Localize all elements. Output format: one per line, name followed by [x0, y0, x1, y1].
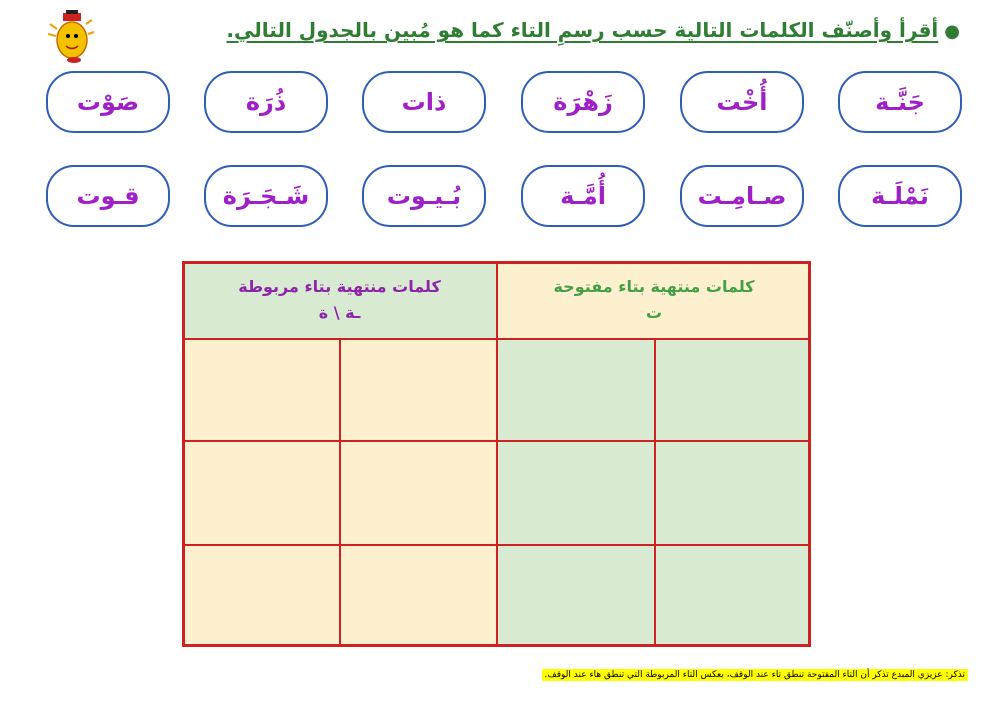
reminder-note: تذكر: عزيزي المبدع تذكر أن التاء المفتوحة تنطق تاء عند الوقف، بعكس التاء المربوطة التي تنطق هاء عند الوقف.	[542, 669, 968, 681]
tied-taa-header	[182, 261, 497, 339]
tied-taa-drop-cell[interactable]	[182, 339, 340, 441]
open-taa-letter: ت	[645, 303, 663, 322]
open-taa-header	[497, 261, 811, 339]
tied-taa-drop-cell[interactable]	[340, 441, 497, 545]
word-card[interactable]: ذات	[362, 71, 486, 133]
table-divider	[339, 339, 341, 647]
tied-taa-drop-cell[interactable]	[340, 545, 497, 647]
tied-taa-letter: ـة \ ة	[318, 303, 361, 322]
classification-table	[182, 261, 811, 647]
open-taa-drop-cell[interactable]	[655, 441, 811, 545]
word-card[interactable]: شَـجَـرَة	[204, 165, 328, 227]
lamp-mascot-logo	[44, 8, 96, 64]
open-taa-drop-cell[interactable]	[655, 545, 811, 647]
word-card[interactable]: زَهْرَة	[521, 71, 645, 133]
open-taa-drop-cell[interactable]	[497, 441, 655, 545]
open-taa-drop-cell[interactable]	[655, 339, 811, 441]
table-divider	[654, 339, 656, 647]
word-card[interactable]: جَنَّـة	[838, 71, 962, 133]
bullet-icon: ●	[944, 21, 960, 42]
word-card[interactable]: صَوْت	[46, 71, 170, 133]
word-card[interactable]: صـامِـت	[680, 165, 804, 227]
instruction	[200, 18, 960, 42]
open-taa-drop-cell[interactable]	[497, 545, 655, 647]
word-card[interactable]: قـوت	[46, 165, 170, 227]
word-card[interactable]: أُخْت	[680, 71, 804, 133]
word-card[interactable]: أُمَّـة	[521, 165, 645, 227]
table-border	[808, 261, 811, 647]
tied-taa-drop-cell[interactable]	[340, 339, 497, 441]
word-card[interactable]: بُـيـوت	[362, 165, 486, 227]
word-card[interactable]: ذُرَة	[204, 71, 328, 133]
table-divider	[496, 261, 498, 647]
instruction-text: أقرأ وأصنّف الكلمات التالية حسب رسمِ التاء كما هو مُبين بالجدول التالي.	[226, 18, 939, 42]
word-card[interactable]: نَمْلَـة	[838, 165, 962, 227]
open-taa-title: كلمات منتهية بتاء مفتوحة	[553, 277, 755, 296]
table-border	[182, 261, 185, 647]
tied-taa-title: كلمات منتهية بتاء مربوطة	[238, 277, 441, 296]
tied-taa-drop-cell[interactable]	[182, 545, 340, 647]
tied-taa-drop-cell[interactable]	[182, 441, 340, 545]
open-taa-drop-cell[interactable]	[497, 339, 655, 441]
